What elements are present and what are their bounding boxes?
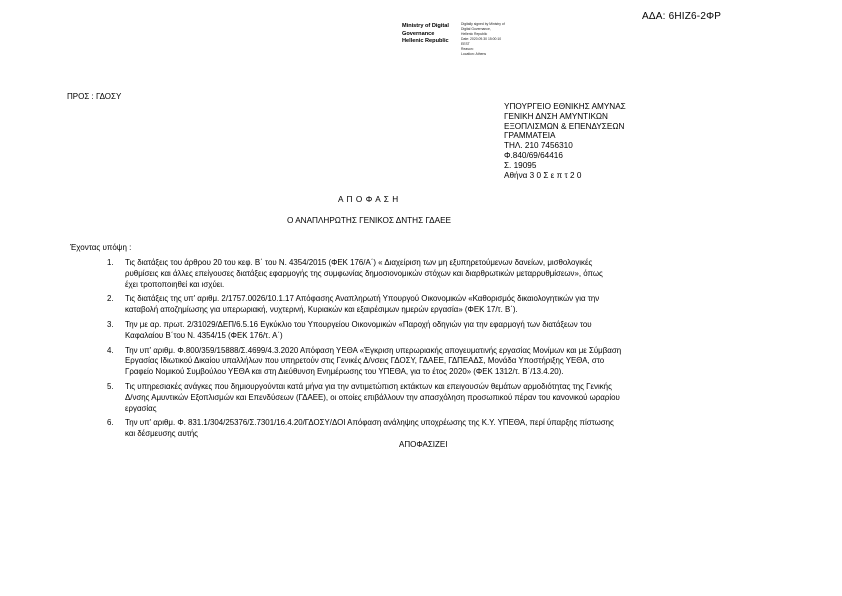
signer-line: Hellenic Republic — [402, 38, 449, 45]
list-item — [102, 418, 767, 440]
issuer-line: ΓΡΑΜΜΑΤΕΙΑ — [504, 131, 556, 141]
signature-detail-line: Digitally signed by Ministry of — [461, 22, 505, 26]
list-item — [102, 258, 767, 290]
item-line: Την υπ' αριθμ. Φ. 831.1/304/25376/Σ.7301/16.4.20/ΓΔΟΣΥ/ΔΟΙ Απόφαση ανάληψης υποχρέωσης της Κ.Υ. ΥΠΕΘΑ, περί ύπαρξης πίστωσης — [125, 418, 614, 428]
signer-line: Ministry of Digital — [402, 23, 449, 29]
issuer-line: ΥΠΟΥΡΓΕΙΟ ΕΘΝΙΚΗΣ ΑΜΥΝΑΣ — [504, 102, 626, 111]
item-line: Την με αρ. πρωτ. 2/31029/ΔΕΠ/6.5.16 Εγκύκλιο του Υπουργείου Οικονομικών «Παροχή οδηγιών για την εφαρμογή των διατάξεων του — [125, 319, 592, 329]
issuer-line: Φ.840/69/64416 — [504, 150, 563, 160]
item-line: ρυθμίσεις και άλλες επείγουσες διατάξεις εφαρμογής της συμφωνίας δημοσιονομικών στόχων και διαρθρωτικών μεταρρυθμίσεων», όπως — [125, 268, 603, 278]
issuer-block — [504, 102, 626, 180]
list-item — [102, 346, 767, 378]
signature-detail-line: Date: 2020.09.30 15:00:10 — [461, 37, 502, 41]
item-line: καταβολή αποζημίωσης για υπερωριακή, νυχτερινή, Κυριακών και εξαιρέσιμων ημερών εργασία» (ΦΕΚ 17/τ. Β΄). — [125, 305, 518, 315]
list-item — [102, 294, 767, 316]
intro-text: Έχοντας υπόψη : — [70, 243, 132, 252]
signature-detail-line: Hellenic Republic — [461, 32, 488, 36]
item-number: 4. — [107, 345, 114, 355]
item-number: 3. — [107, 319, 114, 329]
item-line: Δ/νσης Αμυντικών Εξοπλισμών και Επενδύσεων (ΓΔΑΕΕ), οι οποίες επιβάλλουν την απασχόληση προσωπικού πέραν του κανονικού ωραρίου — [125, 392, 620, 402]
digital-signature-signer — [402, 23, 449, 46]
issuer-line: Σ. 19095 — [504, 160, 537, 170]
issuer-line: ΕΞΟΠΛΙΣΜΩΝ & ΕΠΕΝΔΥΣΕΩΝ — [504, 121, 625, 131]
item-line: Την υπ' αριθμ. Φ.800/359/15888/Σ.4699/4.3.2020 Απόφαση ΥΕΘΑ «Έγκριση υπερωριακής απογευματινής εργασίας Μονίμων και με Σύμβαση — [125, 345, 622, 355]
item-number: 5. — [107, 381, 114, 391]
considerations-list — [102, 258, 767, 444]
signature-detail-line: EEST — [461, 42, 470, 46]
issuer-line: ΓΕΝΙΚΗ ΔΝΣΗ ΑΜΥΝΤΙΚΩΝ — [504, 111, 608, 121]
item-number: 1. — [107, 258, 114, 267]
signature-detail-line: Location: Athens — [461, 52, 487, 56]
signature-detail-line: Reason: — [461, 47, 474, 51]
item-line: και δέσμευσης αυτής — [125, 429, 198, 439]
list-item — [102, 382, 767, 414]
item-number: 2. — [107, 294, 114, 304]
list-item — [102, 320, 767, 342]
decision-heading: ΑΠΟΦΑΣΙΖΕΙ — [399, 440, 448, 449]
issuer-line: Αθήνα 3 0 Σ ε π τ 2 0 — [504, 170, 582, 180]
recipient: ΠΡΟΣ : ΓΔΟΣΥ — [67, 92, 122, 101]
item-line: εργασίας — [125, 403, 157, 413]
item-line: Γραφείο Νομικού Συμβούλου ΥΕΘΑ και στη Διεύθυνση Ενημέρωσης του ΥΠΕΘΑ, για το έτος 2020» (ΦΕΚ 1312/τ. Β΄/13.4.20). — [125, 367, 564, 377]
item-line: Εργασίας Ιδιωτικού Δικαίου υπαλλήλων που υπηρετούν στις Γενικές Δ/νσεις ΓΔΟΣΥ, ΓΔΑΕΕ, ΓΔΠΕΑΔΣ, Μονάδα Υποστήριξης ΥΕΘΑ, στο — [125, 356, 605, 366]
item-line: Τις υπηρεσιακές ανάγκες που δημιουργούνται κατά μήνα για την αντιμετώπιση εκτάκτων και επειγουσών θεμάτων αρμοδιότητας της Γενικής — [125, 381, 612, 391]
issuer-line: ΤΗΛ. 210 7456310 — [504, 141, 573, 151]
signature-detail-line: Digital Governance, — [461, 27, 491, 31]
item-line: Τις διατάξεις της υπ' αριθμ. 2/1757.0026/10.1.17 Απόφασης Αναπληρωτή Υπουργού Οικονομικών «Καθορισμός δικαιολογητικών για την — [125, 294, 600, 304]
digital-signature-details — [461, 22, 505, 57]
item-line: Καφαλαίου Β΄του Ν. 4354/15 (ΦΕΚ 176/τ. Α΄) — [125, 330, 283, 340]
document-title: Α Π Ο Φ Α Σ Η — [338, 195, 399, 204]
signer-line: Governance — [402, 30, 435, 37]
ada-code: ΑΔΑ: 6ΗΙΖ6-2ΦΡ — [642, 11, 722, 22]
item-line: Τις διατάξεις του άρθρου 20 του κεφ. Β΄ του Ν. 4354/2015 (ΦΕΚ 176/Α΄) « Διαχείριση των μη εξυπηρετούμενων δανείων, μισθολογικές — [125, 258, 593, 267]
document-subtitle: Ο ΑΝΑΠΛΗΡΩΤΗΣ ΓΕΝΙΚΟΣ ΔΝΤΗΣ ΓΔΑΕΕ — [287, 216, 452, 225]
item-line: έχει τροποποιηθεί και ισχύει. — [125, 279, 225, 289]
item-number: 6. — [107, 418, 114, 428]
